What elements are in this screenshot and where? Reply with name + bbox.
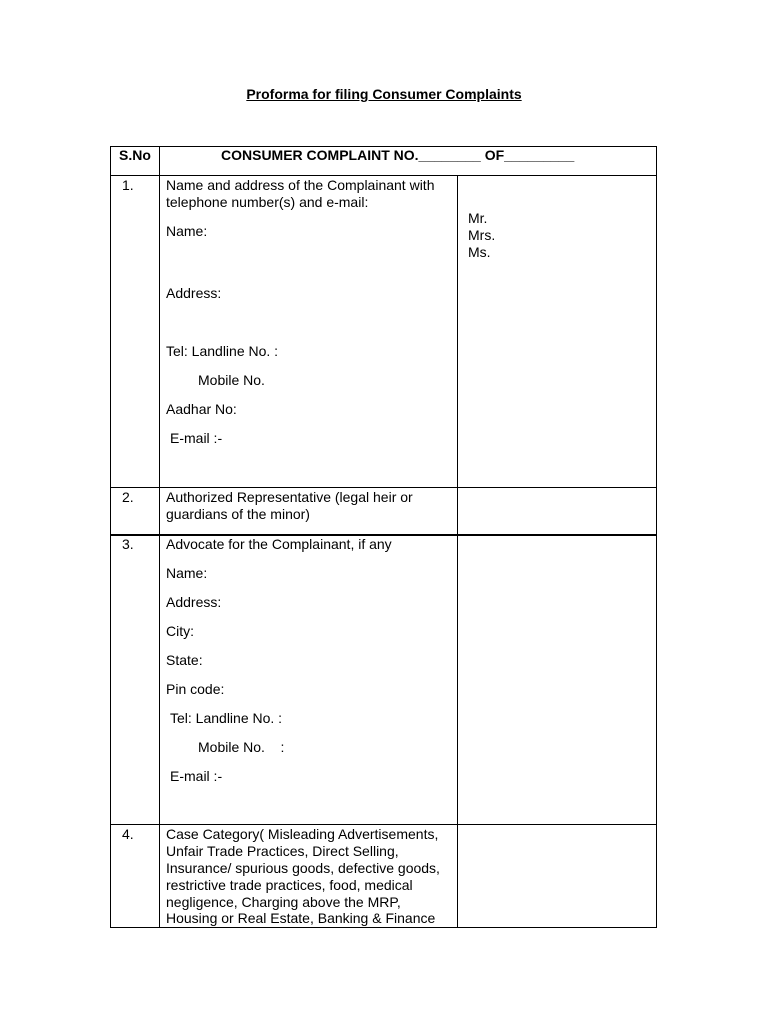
row-4-heading-line-1: Case Category( Misleading Advertisements, [166, 826, 439, 842]
salutation-mr: Mr. [468, 210, 488, 226]
row-3-landline-label: Tel: Landline No. : [170, 710, 283, 726]
header-rule [110, 175, 657, 176]
row-divider-1 [110, 487, 657, 488]
row-3-pincode-label: Pin code: [166, 681, 225, 697]
row-3-state-label: State: [166, 652, 203, 668]
row-2-sno: 2. [122, 489, 134, 505]
row-4-heading-line-3: Insurance/ spurious goods, defective goods, [166, 860, 440, 876]
row-3-sno: 3. [122, 536, 134, 552]
table-border-left [110, 146, 111, 928]
row-1-mobile-label: Mobile No. [198, 372, 265, 388]
row-1-name-label: Name: [166, 223, 208, 239]
row-1-sno: 1. [122, 177, 134, 193]
row-1-email-label: E-mail :- [170, 430, 223, 446]
table-border-bottom [110, 927, 657, 928]
salutation-ms: Ms. [468, 244, 491, 260]
row-3-email-label: E-mail :- [170, 768, 223, 784]
salutation-mrs: Mrs. [468, 227, 496, 243]
row-3-city-label: City: [166, 623, 194, 639]
value-column-rule [457, 175, 458, 928]
row-4-sno: 4. [122, 826, 134, 842]
row-3-address-label: Address: [166, 594, 222, 610]
row-1-address-label: Address: [166, 285, 222, 301]
row-3-heading: Advocate for the Complainant, if any [166, 536, 392, 552]
row-3-name-label: Name: [166, 565, 208, 581]
row-divider-3 [110, 824, 657, 825]
page-title: Proforma for filing Consumer Complaints [246, 86, 522, 102]
header-complaint-no: CONSUMER COMPLAINT NO.________ OF_________ [221, 147, 575, 163]
row-4-heading-line-5: negligence, Charging above the MRP, [166, 894, 401, 910]
row-4-heading-line-4: restrictive trade practices, food, medical [166, 877, 413, 893]
complaint-form-table [110, 146, 657, 928]
table-border-right [656, 146, 657, 928]
header-sno: S.No [119, 147, 151, 163]
row-2-heading-line-2: guardians of the minor) [166, 506, 310, 522]
row-4-heading-line-2: Unfair Trade Practices, Direct Selling, [166, 843, 399, 859]
row-4-heading-line-6: Housing or Real Estate, Banking & Finance [166, 910, 436, 926]
row-1-heading-line-2: telephone number(s) and e-mail: [166, 194, 369, 210]
row-1-heading-line-1: Name and address of the Complainant with [166, 177, 435, 193]
sno-column-rule [159, 146, 160, 928]
row-1-aadhar-label: Aadhar No: [166, 401, 237, 417]
row-2-heading-line-1: Authorized Representative (legal heir or [166, 489, 413, 505]
row-3-mobile-label: Mobile No. : [198, 739, 285, 755]
row-1-landline-label: Tel: Landline No. : [166, 343, 279, 359]
